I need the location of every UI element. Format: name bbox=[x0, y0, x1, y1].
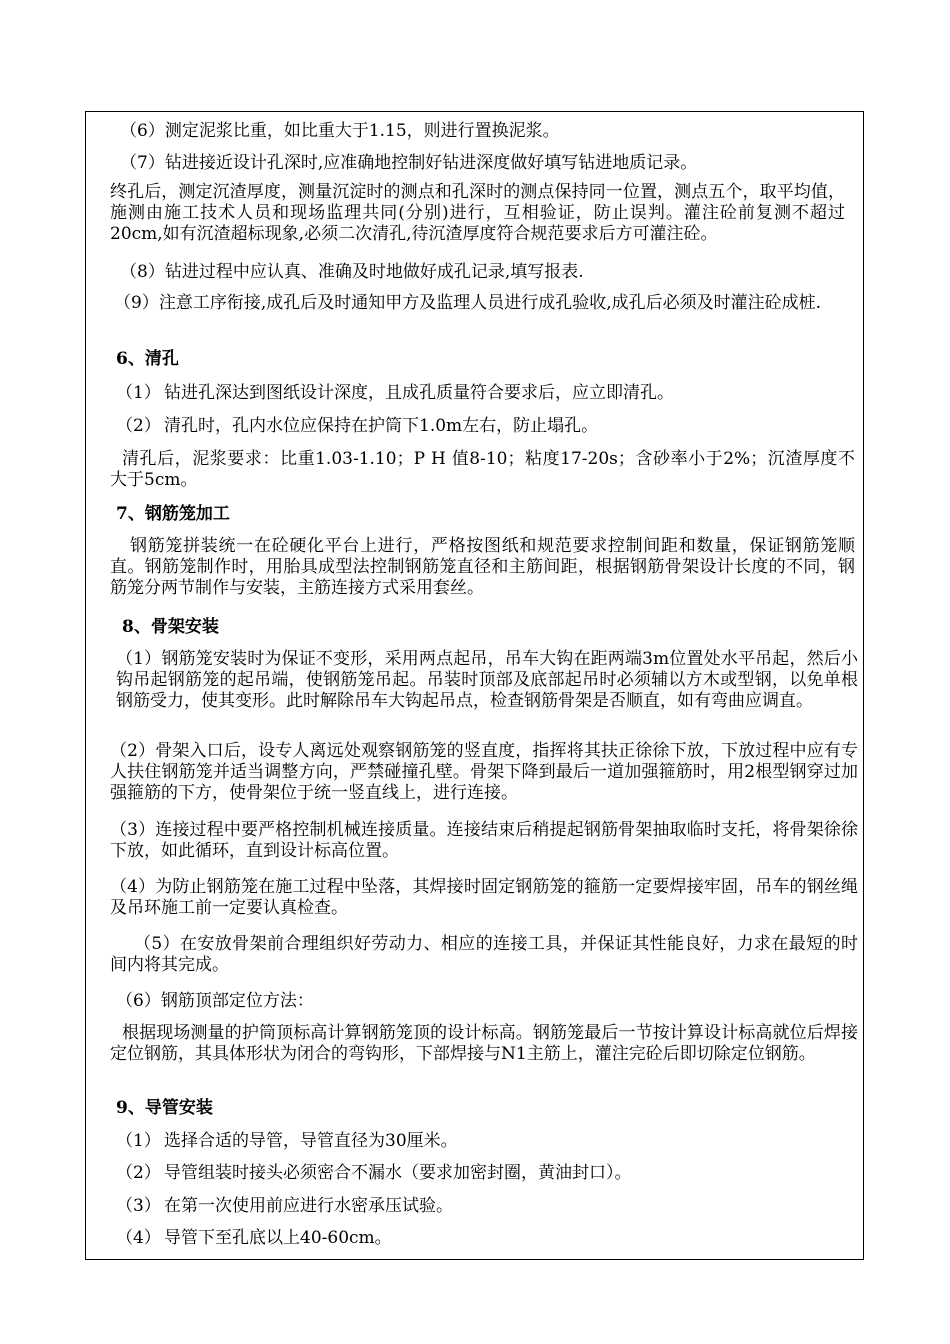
section-9-title: 9、导管安装 bbox=[116, 1098, 213, 1118]
s9-item-2-num: （2） bbox=[116, 1163, 161, 1183]
section-7-title: 7、钢筋笼加工 bbox=[116, 504, 230, 524]
s6-item-2-text: 清孔时，孔内水位应保持在护筒下1.0m左右，防止塌孔。 bbox=[164, 416, 599, 436]
s5-item-6: （6）测定泥浆比重，如比重大于1.15，则进行置换泥浆。 bbox=[120, 121, 560, 141]
s9-item-2-text: 导管组装时接头必须密合不漏水（要求加密封圈，黄油封口）。 bbox=[164, 1163, 632, 1183]
s9-item-1-num: （1） bbox=[116, 1131, 161, 1151]
s9-item-1-text: 选择合适的导管，导管直径为30厘米。 bbox=[164, 1131, 458, 1151]
s9-item-3-text: 在第一次使用前应进行水密承压试验。 bbox=[164, 1196, 453, 1216]
s8-paragraph-3: （3）连接过程中要严格控制机械连接质量。连接结束后稍提起钢筋骨架抽取临时支托，将骨架徐徐下放，如此循环，直到设计标高位置。 bbox=[110, 820, 858, 861]
s8-paragraph-1: （1）钢筋笼安装时为保证不变形，采用两点起吊，吊车大钩在距两端3m位置处水平吊起，然后小钩吊起钢筋笼的起吊端，使钢筋笼吊起。吊装时顶部及底部起吊时必须辅以方木或型钢，以免单根钢筋受力，使其变形。此时解除吊车大钩起吊点，检查钢筋骨架是否顺直，如有弯曲应调直。 bbox=[116, 649, 858, 711]
s9-item-1 bbox=[116, 1131, 458, 1151]
s8-paragraph-2: （2）骨架入口后，设专人离远处观察钢筋笼的竖直度，指挥将其扶正徐徐下放，下放过程中应有专人扶住钢筋笼并适当调整方向，严禁碰撞孔壁。骨架下降到最后一道加强箍筋时，用2根型钢穿过加强箍筋的下方，使骨架位于统一竖直线上，进行连接。 bbox=[110, 741, 858, 803]
s6-item-1-num: （1） bbox=[116, 383, 161, 403]
s9-item-3-num: （3） bbox=[116, 1196, 161, 1216]
s6-item-1 bbox=[116, 383, 674, 403]
s5-item-9: （9）注意工序衔接,成孔后及时通知甲方及监理人员进行成孔验收,成孔后必须及时灌注砼成桩. bbox=[114, 293, 822, 313]
s9-item-2 bbox=[116, 1163, 632, 1183]
s8-paragraph-4: （4）为防止钢筋笼在施工过程中坠落，其焊接时固定钢筋笼的箍筋一定要焊接牢固，吊车的钢丝绳及吊环施工前一定要认真检查。 bbox=[110, 877, 858, 918]
s5-final-paragraph: 终孔后，测定沉渣厚度，测量沉淀时的测点和孔深时的测点保持同一位置，测点五个，取平均值，施测由施工技术人员和现场监理共同(分别)进行，互相验证，防止误判。灌注砼前复测不超过20cm,如有沉渣超标现象,必须二次清孔,待沉渣厚度符合规范要求后方可灌注砼。 bbox=[110, 182, 845, 244]
s6-item-1-text: 钻进孔深达到图纸设计深度，且成孔质量符合要求后，应立即清孔。 bbox=[164, 383, 674, 403]
s6-item-2 bbox=[116, 416, 598, 436]
s9-item-4 bbox=[116, 1228, 392, 1248]
s5-item-8: （8）钻进过程中应认真、准确及时地做好成孔记录,填写报表. bbox=[120, 262, 584, 282]
s7-paragraph: 钢筋笼拼装统一在砼硬化平台上进行，严格按图纸和规范要求控制间距和数量，保证钢筋笼顺直。钢筋笼制作时，用胎具成型法控制钢筋笼直径和主筋间距，根据钢筋骨架设计长度的不同，钢筋笼分两节制作与安装，主筋连接方式采用套丝。 bbox=[110, 536, 855, 598]
section-6-title: 6、清孔 bbox=[116, 349, 179, 369]
s6-requirements: 清孔后，泥浆要求：比重1.03-1.10；P H 值8-10；粘度17-20s；含砂率小于2%；沉渣厚度不大于5cm。 bbox=[110, 449, 855, 490]
section-8-title: 8、骨架安装 bbox=[122, 617, 219, 637]
s9-item-4-text: 导管下至孔底以上40-60cm。 bbox=[164, 1228, 392, 1248]
s8-paragraph-5: （5）在安放骨架前合理组织好劳动力、相应的连接工具，并保证其性能良好，力求在最短的时间内将其完成。 bbox=[110, 934, 858, 975]
document-frame bbox=[85, 111, 864, 1260]
s6-item-2-num: （2） bbox=[116, 416, 161, 436]
s8-paragraph-7: 根据现场测量的护筒顶标高计算钢筋笼顶的设计标高。钢筋笼最后一节按计算设计标高就位后焊接定位钢筋，其具体形状为闭合的弯钩形，下部焊接与N1主筋上，灌注完砼后即切除定位钢筋。 bbox=[110, 1023, 858, 1064]
s9-item-3 bbox=[116, 1196, 453, 1216]
s8-paragraph-6: （6）钢筋顶部定位方法： bbox=[116, 991, 314, 1011]
s9-item-4-num: （4） bbox=[116, 1228, 161, 1248]
s5-item-7: （7）钻进接近设计孔深时,应准确地控制好钻进深度做好填写钻进地质记录。 bbox=[120, 153, 698, 173]
